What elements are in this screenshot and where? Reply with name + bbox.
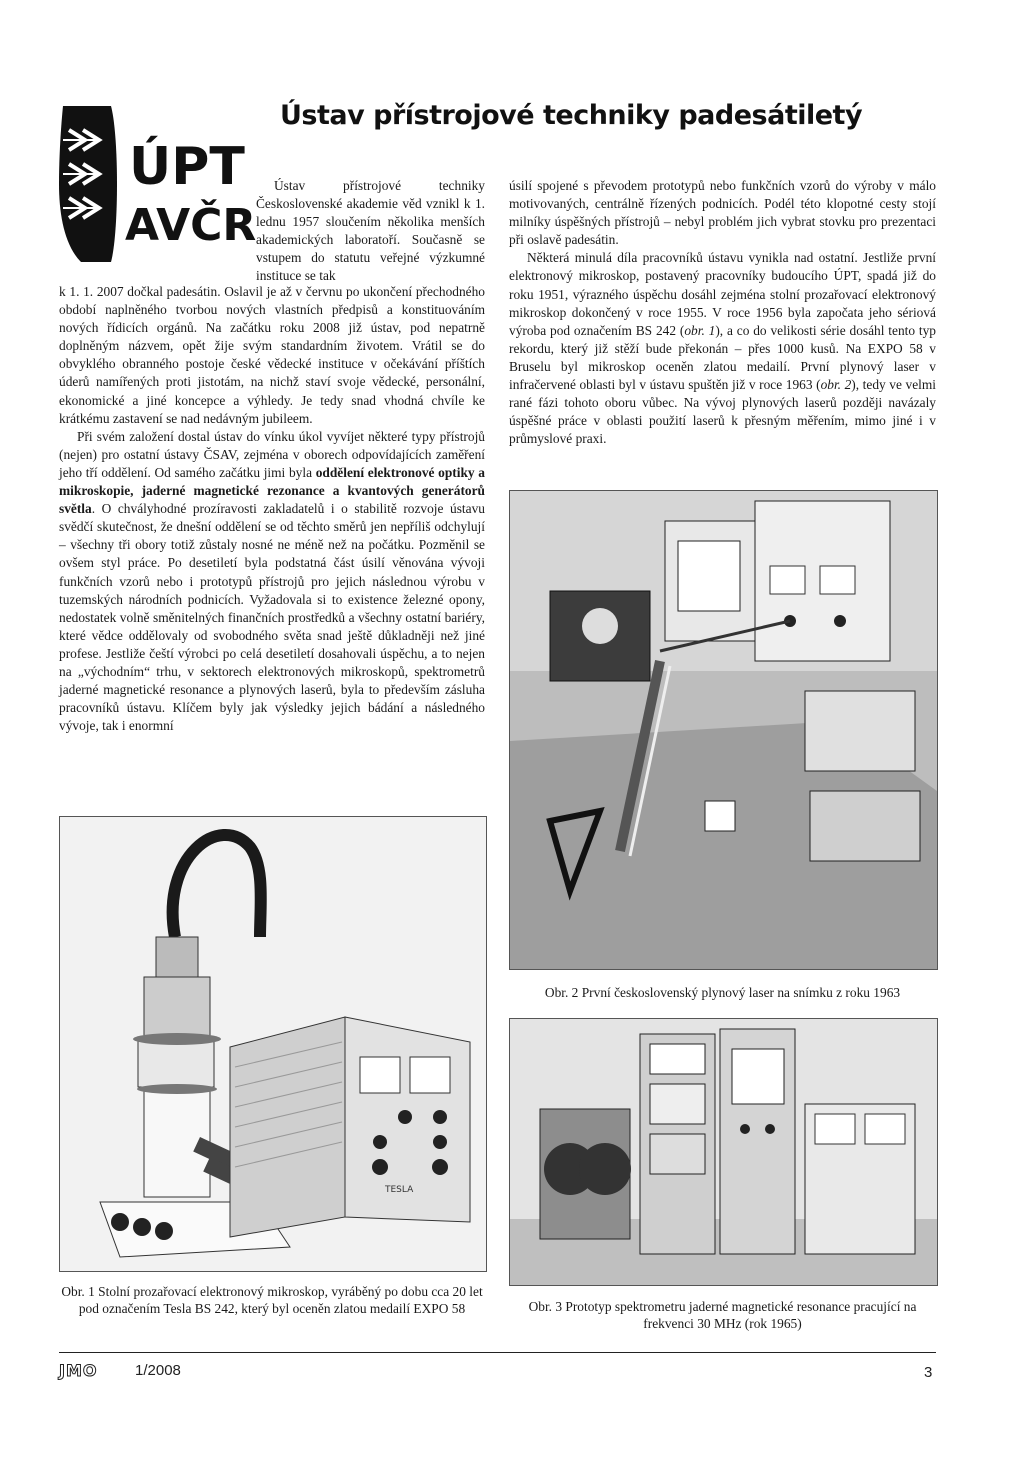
figure-ref-2: obr. 2 xyxy=(820,377,852,393)
cabinet-brand-label: TESLA xyxy=(385,1185,414,1195)
figure-1-photo xyxy=(59,816,487,1272)
left-paragraph-2-text-b: . O chvályhodné prozíravosti zakladatelů i o stabilitě rozvoje ústavu svědčí skutečnost, že dnešní oddělení se od těchto směrů jen nepříliš odchylují – všechny tři obory totiž zůstaly nosné ne méně než na počátku. Pozměnil se ovšem styl práce. Po desetiletí byla podstatná část úsilí věnována vývoji funkčních vzorů nebo i prototypů přístrojů pro jejich následnou výrobu v tuzemských národních podnicích. Vyžadovala si to existence železné opony, nedostatek volně směnitelných finančních prostředků a všechny ostatní bariéry, které vědce oddělovaly od svobodného světa snad ještě důkladněji než jiné profese. Jestliže čeští výrobci po celá desetiletí dosahovali úspěchu, a to nejen na „východním“ trhu, v sektorech elektronových mikroskopů, spektrometrů jaderné magnetické resonance a plynových laserů, byla to především zásluha pracovníků ústavu. Klíčem byly jak výsledky jejich bádání a následného vývoje, tak i enormní xyxy=(59,501,485,734)
right-paragraph-2-text-b: ), a co do velikosti série dosáhl tento typ rekordu, který již stěží bude překonán – přes 1000 kusů. Na EXPO 58 v Bruselu byl mikroskop oceněn zlatou medailí. První plynový laser v infračervené oblasti byl v ústavu spuštěn již v roce 1963 ( xyxy=(509,322,936,393)
spectrometer-illustration xyxy=(510,1019,937,1285)
left-paragraph-1: k 1. 1. 2007 dočkal padesátin. Oslavil je až v červnu po ukončení přechodného období naplněného tvorbou nových vlastních předpisů a konstituováním nových řídicích orgánů. Na začátku roku 2008 již ústav, pod nepatrně doplněným názvem, opět žije svým standardním životem. Vrátil se do obvyklého obranného postoje české vědecké instituce v očekávání příštích úderů namířených proti jistotám, na nichž staví svoje vědecké, personální, ekonomické a jiné koncepce a výhledy. Je tedy snad vhodná chvíle ke krátkému zastavení se nad nedávným jubileem. xyxy=(59,284,485,426)
logo-line1: ÚPT xyxy=(129,137,245,197)
article-title: Ústav přístrojové techniky padesátiletý xyxy=(280,100,863,131)
right-paragraph-2-text-c: ), tedy ve velmi rané fázi tohoto oboru vůbec. Na vývoj plynových laserů později navázaly úspěšné práce v oblasti použití laserů k přesným měřením, mimo jiné i v průmyslové praxi. xyxy=(509,377,936,447)
right-column xyxy=(509,177,936,448)
logo-line2: AVČR xyxy=(125,200,257,251)
upt-logo-graphic xyxy=(59,106,257,262)
figure-ref-1: obr. 1 xyxy=(684,322,716,338)
right-paragraph-1: úsilí spojené s převodem prototypů nebo funkčních vzorů do výroby v málo motivovaných, centrálně řízených podnicích. Podél této klopotné cesty stojí milníky úspěšných přístrojů – nebyl problém jich vybrat stovku pro prezentaci při oslavě padesátin. xyxy=(509,178,936,248)
figure-2-photo xyxy=(509,490,938,970)
right-paragraph-2 xyxy=(509,249,936,448)
left-column xyxy=(59,283,485,735)
left-paragraph-2 xyxy=(59,428,485,736)
microscope-illustration xyxy=(60,817,486,1271)
intro-paragraph: Ústav přístrojové techniky Československé akademie věd vznikl k 1. lednu 1957 sloučením několika menších akademických laboratoří. Současně se vstupem do statutu veřejné výzkumné instituce se tak xyxy=(256,178,485,284)
issue-number: 1/2008 xyxy=(135,1362,181,1379)
upt-logo xyxy=(59,106,257,262)
footer-divider xyxy=(59,1352,936,1353)
figure-2-caption: Obr. 2 První československý plynový laser na snímku z roku 1963 xyxy=(544,985,901,1000)
right-paragraph-2-text-a: Některá minulá díla pracovníků ústavu vynikla nad ostatní. Jestliže první elektronový mikroskop, postavený pracovníky budoucího ÚPT, spadá již do roku 1951, výrazného úspěchu dosáhl zejména stolní prozařovací elektronový mikroskop dokončený v roce 1955. V roce 1956 byla započata jeho sériová výroba pod označením BS 242 ( xyxy=(509,250,936,338)
figure-1-caption: Obr. 1 Stolní prozařovací elektronový mikroskop, vyráběný po dobu cca 20 let pod označením Tesla BS 242, který byl oceněn zlatou medailí EXPO 58 xyxy=(61,1284,483,1316)
laser-illustration xyxy=(510,491,937,969)
page-number: 3 xyxy=(924,1364,933,1381)
figure-3-photo xyxy=(509,1018,938,1286)
journal-logo: JMO xyxy=(59,1361,98,1380)
left-paragraph-2-text-a: Při svém založení dostal ústav do vínku úkol vyvíjet některé typy přístrojů (nejen) pro ostatní ústavy ČSAV, zejména v oborech odpovídajících zaměření jeho tří oddělení. Od samého začátku jimi byla xyxy=(59,428,485,480)
left-paragraph-2-bold: oddělení elektronové optiky a mikroskopie, jaderné magnetické rezonance a kvantových generátorů světla xyxy=(59,464,486,517)
figure-3-caption: Obr. 3 Prototyp spektrometru jaderné magnetické resonance pracující na frekvenci 30 MHz (rok 1965) xyxy=(528,1299,917,1331)
